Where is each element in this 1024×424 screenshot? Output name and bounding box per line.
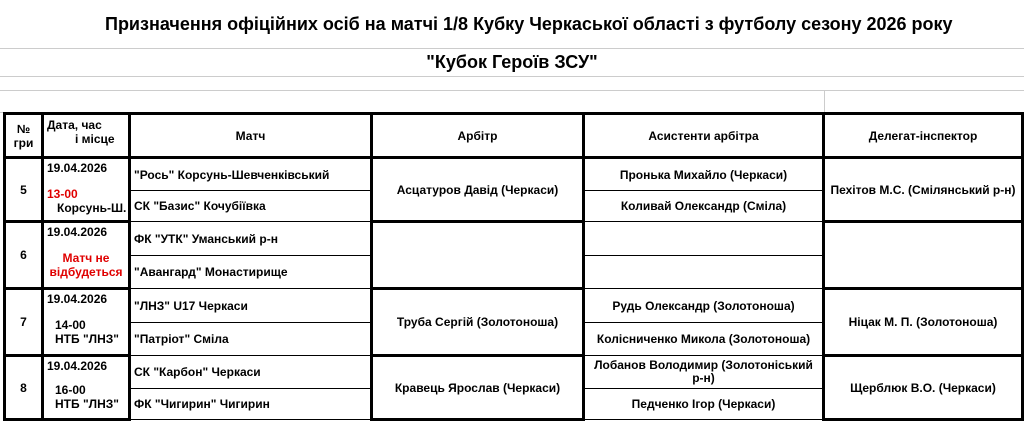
away-team: ФК "Чигирин" Чигирин bbox=[130, 389, 372, 420]
game-number: 8 bbox=[5, 356, 43, 420]
assistant-2: Коливай Олександр (Сміла) bbox=[584, 191, 824, 222]
home-team: "Рось" Корсунь-Шевченківський bbox=[130, 158, 372, 191]
delegate-inspector: Ніцак М. П. (Золотоноша) bbox=[824, 289, 1023, 356]
delegate-inspector: Пехітов М.С. (Смілянський р-н) bbox=[824, 158, 1023, 222]
empty-row bbox=[0, 76, 1024, 91]
table-header-row bbox=[5, 114, 1023, 158]
table-row bbox=[5, 158, 1023, 191]
game-number: 6 bbox=[5, 222, 43, 289]
game-date-time-place: 19.04.2026 16-00 НТБ "ЛНЗ" bbox=[43, 356, 130, 420]
referee: Кравець Ярослав (Черкаси) bbox=[372, 356, 584, 420]
delegate-inspector bbox=[824, 222, 1023, 289]
table-row bbox=[5, 222, 1023, 256]
away-team: "Патріот" Сміла bbox=[130, 323, 372, 356]
document-subtitle: "Кубок Героїв ЗСУ" bbox=[0, 48, 1024, 77]
game-date-time-place: 19.04.2026 14-00 НТБ "ЛНЗ" bbox=[43, 289, 130, 356]
assistant-1: Лобанов Володимир (Золотоніський р-н) bbox=[584, 356, 824, 389]
assignments-table bbox=[3, 112, 1024, 421]
assistant-2: Колісниченко Микола (Золотоноша) bbox=[584, 323, 824, 356]
col-header-match: Матч bbox=[130, 114, 372, 158]
delegate-inspector: Щерблюк В.О. (Черкаси) bbox=[824, 356, 1023, 420]
col-header-referee: Арбітр bbox=[372, 114, 584, 158]
assistant-2 bbox=[584, 256, 824, 289]
empty-row bbox=[0, 90, 1024, 113]
game-number: 7 bbox=[5, 289, 43, 356]
away-team: "Авангард" Монастирище bbox=[130, 256, 372, 289]
assistant-1 bbox=[584, 222, 824, 256]
document-title: Призначення офіційних осіб на матчі 1/8 Кубку Черкаської області з футболу сезону 2026 року bbox=[0, 0, 1024, 49]
home-team: ФК "УТК" Уманський р-н bbox=[130, 222, 372, 256]
referee: Труба Сергій (Золотоноша) bbox=[372, 289, 584, 356]
assistant-2: Педченко Ігор (Черкаси) bbox=[584, 389, 824, 420]
col-header-assistants: Асистенти арбітра bbox=[584, 114, 824, 158]
table-row bbox=[5, 289, 1023, 323]
col-header-number: № гри bbox=[5, 114, 43, 158]
assistant-1: Рудь Олександр (Золотоноша) bbox=[584, 289, 824, 323]
referee: Асцатуров Давід (Черкаси) bbox=[372, 158, 584, 222]
game-date-time-place: 19.04.2026 13-00 Корсунь-Ш. bbox=[43, 158, 130, 222]
col-header-date: Дата, час і місце bbox=[43, 114, 130, 158]
assistant-1: Пронька Михайло (Черкаси) bbox=[584, 158, 824, 191]
away-team: СК "Базис" Кочубіївка bbox=[130, 191, 372, 222]
game-number: 5 bbox=[5, 158, 43, 222]
game-date-status: 19.04.2026 Матч не відбудеться bbox=[43, 222, 130, 289]
home-team: "ЛНЗ" U17 Черкаси bbox=[130, 289, 372, 323]
referee bbox=[372, 222, 584, 289]
home-team: СК "Карбон" Черкаси bbox=[130, 356, 372, 389]
col-header-delegate: Делегат-інспектор bbox=[824, 114, 1023, 158]
table-row bbox=[5, 356, 1023, 389]
